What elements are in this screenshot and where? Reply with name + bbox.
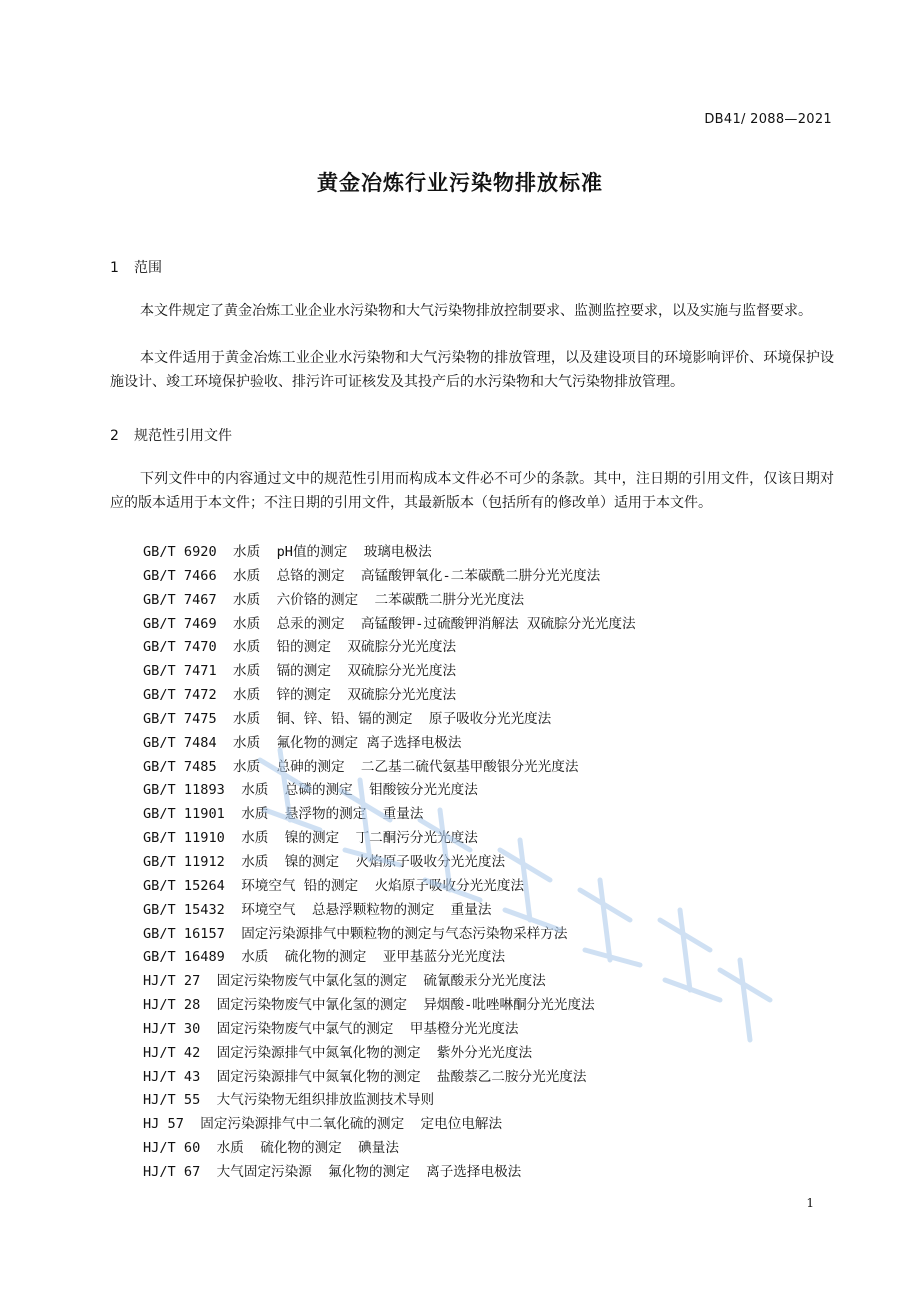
reference-item: HJ 57 固定污染源排气中二氧化硫的测定 定电位电解法 [143, 1116, 503, 1133]
section-2-paragraph-1: 下列文件中的内容通过文中的规范性引用而构成本文件必不可少的条款。其中，注日期的引用文件，仅该日期对应的版本适用于本文件；不注日期的引用文件，其最新版本（包括所有的修改单）适用于本文件。 [110, 471, 834, 511]
reference-item: GB/T 16157 固定污染源排气中颗粒物的测定与气态污染物采样方法 [143, 925, 568, 942]
reference-item: GB/T 11912 水质 镍的测定 火焰原子吸收分光光度法 [143, 853, 506, 870]
reference-item: GB/T 7469 水质 总汞的测定 高锰酸钾-过硫酸钾消解法 双硫腙分光光度法 [143, 615, 636, 632]
reference-list [143, 541, 636, 1185]
reference-item: HJ/T 60 水质 硫化物的测定 碘量法 [143, 1140, 399, 1157]
section-1-paragraph-2: 本文件适用于黄金冶炼工业企业水污染物和大气污染物的排放管理，以及建设项目的环境影响评价、环境保护设施设计、竣工环境保护验收、排污许可证核发及其投产后的水污染物和大气污染物排放管理。 [110, 350, 834, 390]
reference-item: GB/T 7484 水质 氟化物的测定 离子选择电极法 [143, 734, 462, 751]
reference-item: GB/T 15264 环境空气 铅的测定 火焰原子吸收分光光度法 [143, 877, 525, 894]
reference-item: GB/T 7470 水质 铅的测定 双硫腙分光光度法 [143, 639, 457, 656]
standard-number: DB41/ 2088—2021 [704, 112, 832, 127]
reference-item: GB/T 7475 水质 铜、锌、铅、镉的测定 原子吸收分光光度法 [143, 710, 552, 727]
reference-item: GB/T 7472 水质 锌的测定 双硫腙分光光度法 [143, 687, 457, 704]
section-title: 规范性引用文件 [134, 428, 232, 444]
reference-item: GB/T 7466 水质 总铬的测定 高锰酸钾氧化-二苯碳酰二肼分光光度法 [143, 567, 601, 584]
reference-item: HJ/T 42 固定污染源排气中氮氧化物的测定 紫外分光光度法 [143, 1044, 533, 1061]
reference-item: HJ/T 43 固定污染源排气中氮氧化物的测定 盐酸萘乙二胺分光光度法 [143, 1068, 587, 1085]
reference-item: GB/T 7467 水质 六价铬的测定 二苯碳酰二肼分光光度法 [143, 591, 525, 608]
reference-item: HJ/T 27 固定污染物废气中氯化氢的测定 硫氰酸汞分光光度法 [143, 973, 546, 990]
document-title: 黄金冶炼行业污染物排放标准 [317, 171, 603, 195]
section-title: 范围 [134, 260, 162, 276]
reference-item: GB/T 6920 水质 pH值的测定 玻璃电极法 [143, 544, 432, 560]
section-2-heading [110, 425, 232, 445]
section-1-heading [110, 257, 162, 277]
reference-item: GB/T 16489 水质 硫化物的测定 亚甲基蓝分光光度法 [143, 949, 506, 966]
page-number: 1 [806, 1196, 814, 1210]
reference-item: HJ/T 67 大气固定污染源 氟化物的测定 离子选择电极法 [143, 1163, 522, 1180]
reference-item: GB/T 7485 水质 总砷的测定 二乙基二硫代氨基甲酸银分光光度法 [143, 758, 579, 775]
reference-item: HJ/T 30 固定污染物废气中氯气的测定 甲基橙分光光度法 [143, 1020, 519, 1037]
section-1-paragraph-1: 本文件规定了黄金冶炼工业企业水污染物和大气污染物排放控制要求、监测监控要求，以及实施与监督要求。 [140, 303, 812, 319]
reference-item: GB/T 11910 水质 镍的测定 丁二酮污分光光度法 [143, 830, 478, 847]
reference-item: GB/T 11893 水质 总磷的测定 钼酸铵分光光度法 [143, 782, 478, 799]
reference-item: HJ/T 28 固定污染物废气中氰化氢的测定 异烟酸-吡唑啉酮分光光度法 [143, 997, 595, 1014]
section-number: 1 [110, 260, 119, 276]
section-number: 2 [110, 428, 119, 444]
reference-item: GB/T 7471 水质 镉的测定 双硫腙分光光度法 [143, 663, 457, 680]
reference-item: HJ/T 55 大气污染物无组织排放监测技术导则 [143, 1092, 435, 1109]
reference-item: GB/T 11901 水质 悬浮物的测定 重量法 [143, 806, 424, 823]
reference-item: GB/T 15432 环境空气 总悬浮颗粒物的测定 重量法 [143, 901, 492, 918]
